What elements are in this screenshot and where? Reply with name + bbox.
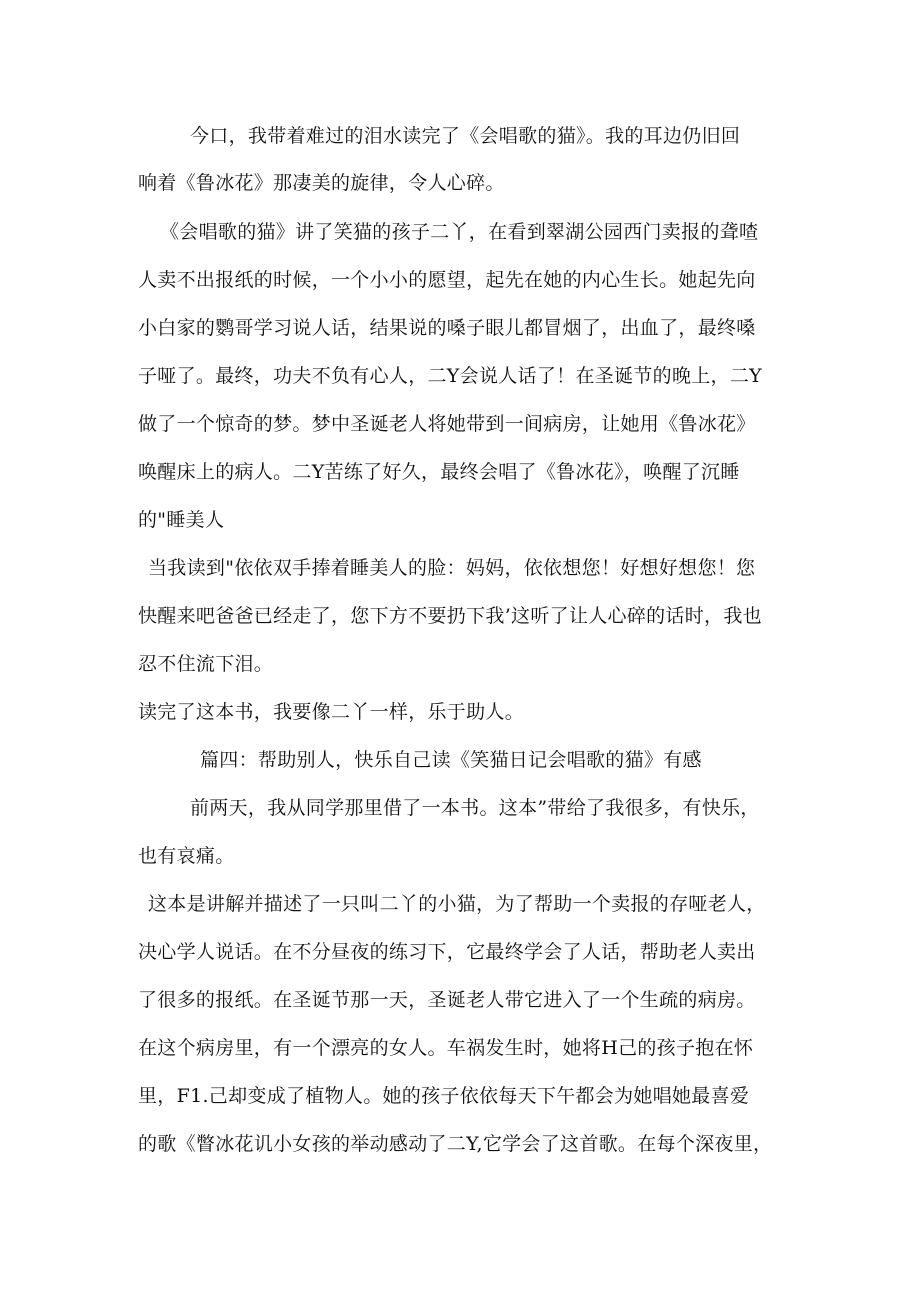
text-line: 当我读到"依依双手捧着睡美人的脸：妈妈，依依想您！好想好想您！您 <box>148 557 756 579</box>
text-line: 读完了这本书，我要像二丫一样，乐于助人。 <box>138 701 525 723</box>
text-line: 这本是讲解并描述了一只叫二丫的小猫，为了帮助一个卖报的存哑老人， <box>148 893 766 915</box>
text-line: 决心学人说话。在不分昼夜的练习下，它最终学会了人话，帮助老人卖出 <box>138 941 756 963</box>
text-line: 的"睡美人 <box>138 509 225 531</box>
text-line: 也有哀痛。 <box>138 845 235 867</box>
text-line: 今口，我带着难过的泪水读完了《会唱歌的猫》。我的耳边仍旧回 <box>190 125 741 147</box>
text-line: 前两天，我从同学那里借了一本书。这本”带给了我很多，有快乐， <box>190 797 760 819</box>
text-line: 《会唱歌的猫》讲了笑猫的孩子二丫，在看到翠湖公园西门卖报的聋喳 <box>160 221 759 243</box>
text-line: 的歌《瞥冰花讥小女孩的举动感动了二Y,它学会了这首歌。在每个深夜里， <box>138 1133 773 1155</box>
text-line: 忍不住流下泪。 <box>138 653 274 675</box>
text-line: 在这个病房里，有一个漂亮的女人。车祸发生时，她将H己的孩子抱在怀 <box>138 1037 754 1059</box>
text-line: 做了一个惊奇的梦。梦中圣诞老人将她带到一间病房，让她用《鲁冰花》 <box>138 413 756 435</box>
text-line: 了很多的报纸。在圣诞节那一天，圣诞老人带它进入了一个生疏的病房。 <box>138 989 756 1011</box>
text-line: 里，F1.己却变成了植物人。她的孩子依依每天下午都会为她唱她最喜爱 <box>138 1085 750 1107</box>
section-heading: 篇四：帮助别人，快乐自己读《笑猫日记会唱歌的猫》有感 <box>200 749 702 771</box>
text-line: 人卖不出报纸的时候，一个小小的愿望，起先在她的内心生长。她起先向 <box>138 269 756 291</box>
text-line: 快醒来吧爸爸已经走了，您下方不要扔下我’这听了让人心碎的话时，我也 <box>138 605 762 627</box>
text-line: 子哑了。最终，功夫不负有心人，二Y会说人话了！在圣诞节的晚上，二Y <box>138 365 762 387</box>
text-line: 唤醒床上的病人。二Y苦练了好久，最终会唱了《鲁冰花》，唤醒了沉睡 <box>138 461 740 483</box>
text-line: 响着《鲁冰花》那凄美的旋律，令人心碎。 <box>138 172 505 194</box>
text-line: 小白家的鹦哥学习说人话，结果说的嗓子眼儿都冒烟了，出血了，最终嗓 <box>138 317 756 339</box>
